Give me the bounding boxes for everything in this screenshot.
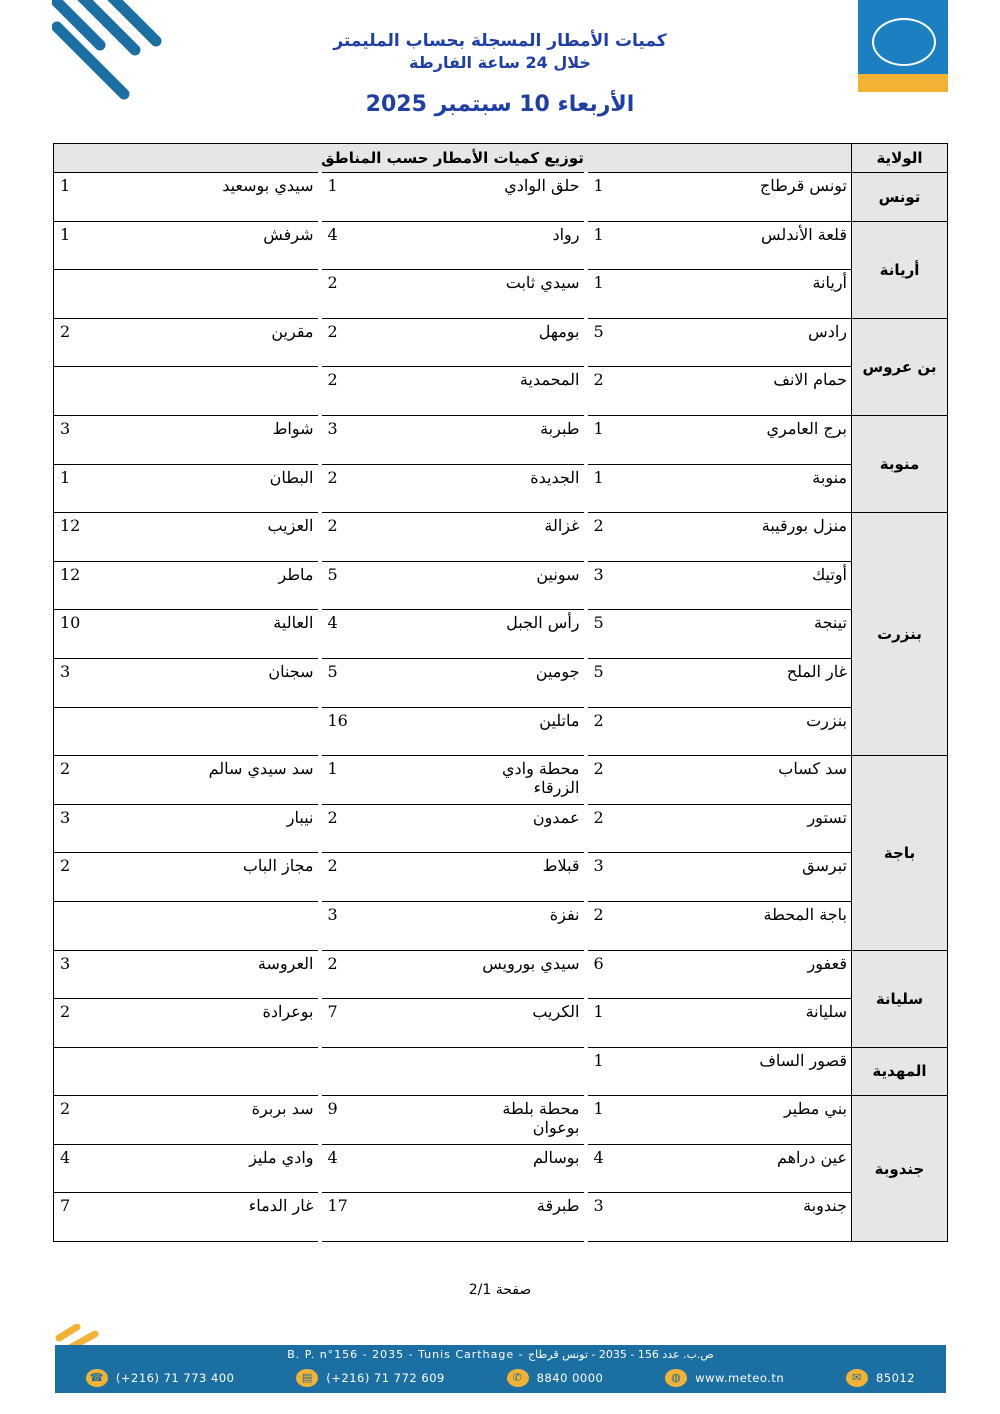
table-header-row — [54, 144, 948, 173]
rainfall-value: 3 — [54, 415, 187, 464]
governorate-header: الولاية — [852, 144, 948, 173]
station-name: الكريب — [453, 999, 586, 1048]
table-row — [54, 173, 948, 222]
rainfall-value: 1 — [320, 173, 453, 222]
rainfall-value: 1 — [586, 1047, 719, 1096]
rainfall-value: 2 — [586, 804, 719, 853]
rainfall-value: 1 — [586, 464, 719, 513]
rainfall-value — [54, 270, 187, 319]
station-name: بنزرت — [719, 707, 852, 756]
rainfall-value: 2 — [320, 270, 453, 319]
footer-contacts — [55, 1367, 946, 1389]
station-name: تونس قرطاج — [719, 173, 852, 222]
governorate-cell: تونس — [852, 173, 948, 222]
station-name: ماتلين — [453, 707, 586, 756]
station-name: أوتيك — [719, 561, 852, 610]
rainfall-value — [320, 1047, 453, 1096]
table-row — [54, 901, 948, 950]
table-row — [54, 415, 948, 464]
station-name: رواد — [453, 221, 586, 270]
rainfall-value — [54, 367, 187, 416]
governorate-cell: بن عروس — [852, 318, 948, 415]
station-name: سد سيدي سالم — [187, 756, 320, 805]
station-name: بوعرادة — [187, 999, 320, 1048]
station-name: باجة المحطة — [719, 901, 852, 950]
station-name: مجاز الباب — [187, 853, 320, 902]
rainfall-value: 4 — [320, 1144, 453, 1193]
station-name: وادي مليز — [187, 1144, 320, 1193]
rainfall-value: 2 — [320, 513, 453, 562]
station-name: عين دراهم — [719, 1144, 852, 1193]
rainfall-value — [54, 1047, 187, 1096]
station-name: شرفش — [187, 221, 320, 270]
governorate-cell: أريانة — [852, 221, 948, 318]
rainfall-value: 2 — [54, 318, 187, 367]
sms-number: 85012 — [875, 1371, 916, 1385]
rainfall-value: 3 — [586, 853, 719, 902]
sms-icon: ✉ — [846, 1369, 868, 1387]
station-name: ماطر — [187, 561, 320, 610]
station-name: عمدون — [453, 804, 586, 853]
station-name: نفزة — [453, 901, 586, 950]
rainfall-value: 1 — [586, 221, 719, 270]
globe-icon: ◍ — [665, 1369, 687, 1387]
station-name: مقرين — [187, 318, 320, 367]
station-name: سيدي بوسعيد — [187, 173, 320, 222]
rainfall-value: 2 — [586, 901, 719, 950]
logo-ring — [872, 18, 936, 66]
hotline-icon: ✆ — [507, 1369, 529, 1387]
rainfall-value: 3 — [586, 561, 719, 610]
table-row — [54, 1047, 948, 1096]
rainfall-value: 2 — [586, 513, 719, 562]
rainfall-value: 2 — [320, 950, 453, 999]
station-name: العزيب — [187, 513, 320, 562]
station-name — [187, 707, 320, 756]
rainfall-value: 17 — [320, 1193, 453, 1242]
table-row — [54, 804, 948, 853]
rainfall-value: 2 — [586, 367, 719, 416]
station-name: سيدي بورويس — [453, 950, 586, 999]
report-title — [250, 30, 750, 74]
table-row — [54, 999, 948, 1048]
rainfall-value: 4 — [320, 610, 453, 659]
table-row — [54, 318, 948, 367]
rainfall-value: 2 — [320, 464, 453, 513]
footer-address: B. P. n°156 - 2035 - Tunis Carthage - ص.ب. عدد 156 - 2035 - تونس قرطاج — [287, 1348, 714, 1361]
rainfall-value: 5 — [586, 318, 719, 367]
table-row — [54, 658, 948, 707]
governorate-cell: منوبة — [852, 415, 948, 512]
station-name: جندوبة — [719, 1193, 852, 1242]
station-name — [187, 1047, 320, 1096]
rainfall-value: 1 — [54, 221, 187, 270]
rainfall-value: 2 — [586, 756, 719, 805]
rainfall-value: 7 — [320, 999, 453, 1048]
station-name: نيبار — [187, 804, 320, 853]
station-name: سيدي ثابت — [453, 270, 586, 319]
table-row — [54, 464, 948, 513]
phone-icon: ☎ — [86, 1369, 108, 1387]
station-name: حمام الانف — [719, 367, 852, 416]
website-link[interactable]: www.meteo.tn — [695, 1371, 785, 1385]
table-row — [54, 513, 948, 562]
phone-2: (+216) 71 772 609 — [326, 1371, 445, 1385]
table-row — [54, 367, 948, 416]
table-row — [54, 221, 948, 270]
station-name: منوبة — [719, 464, 852, 513]
station-name: الجديدة — [453, 464, 586, 513]
phone-1: (+216) 71 773 400 — [115, 1371, 235, 1385]
rainfall-value: 1 — [586, 173, 719, 222]
station-name — [187, 901, 320, 950]
station-name: محطة بلطة بوعوان — [453, 1096, 586, 1145]
rainfall-value: 3 — [54, 804, 187, 853]
station-name: رأس الجبل — [453, 610, 586, 659]
station-name: سد بربرة — [187, 1096, 320, 1145]
station-name — [187, 270, 320, 319]
governorate-cell: بنزرت — [852, 513, 948, 756]
station-name — [453, 1047, 586, 1096]
rainfall-value: 4 — [320, 221, 453, 270]
logo-bar — [858, 74, 948, 92]
rainfall-value: 3 — [54, 950, 187, 999]
station-name: بوسالم — [453, 1144, 586, 1193]
rainfall-value: 12 — [54, 513, 187, 562]
table-row — [54, 1144, 948, 1193]
rainfall-value: 2 — [54, 999, 187, 1048]
rainfall-value: 16 — [320, 707, 453, 756]
station-name: أريانة — [719, 270, 852, 319]
rainfall-value: 3 — [586, 1193, 719, 1242]
table-row — [54, 1193, 948, 1242]
rainfall-value: 5 — [586, 610, 719, 659]
station-name: تبرسق — [719, 853, 852, 902]
station-name: قعفور — [719, 950, 852, 999]
rainfall-value: 1 — [586, 1096, 719, 1145]
rainfall-value: 2 — [320, 804, 453, 853]
station-name: قصور الساف — [719, 1047, 852, 1096]
table-row — [54, 707, 948, 756]
rainfall-value: 3 — [320, 415, 453, 464]
station-name: محطة وادي الزرقاء — [453, 756, 586, 805]
rainfall-value: 1 — [586, 270, 719, 319]
phone-3: 8840 0000 — [536, 1371, 604, 1385]
station-name: جومين — [453, 658, 586, 707]
station-name: سجنان — [187, 658, 320, 707]
rainfall-value: 1 — [586, 999, 719, 1048]
governorate-cell: المهدية — [852, 1047, 948, 1096]
institute-logo — [858, 0, 948, 92]
station-name: تستور — [719, 804, 852, 853]
rainfall-table — [53, 143, 948, 1242]
governorate-cell: باجة — [852, 756, 948, 950]
fax-icon: ▤ — [296, 1369, 318, 1387]
station-name: شواط — [187, 415, 320, 464]
table-row — [54, 1096, 948, 1145]
station-name: سليانة — [719, 999, 852, 1048]
rainfall-value: 4 — [586, 1144, 719, 1193]
station-name: غار الدماء — [187, 1193, 320, 1242]
title-line-1: كميات الأمطار المسجلة بحساب المليمتر — [333, 31, 667, 51]
rainfall-value: 1 — [54, 464, 187, 513]
station-name: تينجة — [719, 610, 852, 659]
rainfall-value: 12 — [54, 561, 187, 610]
rainfall-value: 1 — [320, 756, 453, 805]
station-name: العروسة — [187, 950, 320, 999]
station-name: قبلاط — [453, 853, 586, 902]
table-row — [54, 610, 948, 659]
table-row — [54, 950, 948, 999]
station-name: غار الملح — [719, 658, 852, 707]
rainfall-value: 7 — [54, 1193, 187, 1242]
station-name: سونين — [453, 561, 586, 610]
station-name: رادس — [719, 318, 852, 367]
rainfall-value: 2 — [54, 756, 187, 805]
rainfall-value — [54, 901, 187, 950]
rainfall-value: 2 — [320, 367, 453, 416]
rainfall-value — [54, 707, 187, 756]
title-line-2: خلال 24 ساعة الفارطة — [409, 53, 591, 72]
rainfall-value: 3 — [54, 658, 187, 707]
rainfall-value: 10 — [54, 610, 187, 659]
rainfall-value: 9 — [320, 1096, 453, 1145]
table-row — [54, 270, 948, 319]
rainfall-value: 3 — [320, 901, 453, 950]
station-name: منزل بورقيبة — [719, 513, 852, 562]
rainfall-value: 4 — [54, 1144, 187, 1193]
rainfall-value: 2 — [320, 853, 453, 902]
rainfall-value: 5 — [586, 658, 719, 707]
rainfall-value: 5 — [320, 561, 453, 610]
rainfall-value: 2 — [586, 707, 719, 756]
station-name: طبرقة — [453, 1193, 586, 1242]
governorate-cell: جندوبة — [852, 1096, 948, 1242]
distribution-header: توزيع كميات الأمطار حسب المناطق — [54, 144, 852, 173]
station-name: برج العامري — [719, 415, 852, 464]
station-name: بني مطير — [719, 1096, 852, 1145]
rainfall-value: 5 — [320, 658, 453, 707]
table-body — [54, 173, 948, 1242]
station-name: بومهل — [453, 318, 586, 367]
footer-bar — [55, 1345, 946, 1393]
table-row — [54, 561, 948, 610]
station-name: طبربة — [453, 415, 586, 464]
decorative-stripes-logo — [52, 0, 162, 100]
rainfall-value: 1 — [586, 415, 719, 464]
station-name: سد كساب — [719, 756, 852, 805]
station-name: العالية — [187, 610, 320, 659]
table-row — [54, 756, 948, 805]
station-name: حلق الوادي — [453, 173, 586, 222]
rainfall-value: 2 — [54, 1096, 187, 1145]
station-name — [187, 367, 320, 416]
page-number: صفحة 2/1 — [468, 1282, 532, 1298]
governorate-cell: سليانة — [852, 950, 948, 1047]
station-name: قلعة الأندلس — [719, 221, 852, 270]
report-date: الأربعاء 10 سبتمبر 2025 — [365, 92, 635, 117]
rainfall-value: 6 — [586, 950, 719, 999]
station-name: غزالة — [453, 513, 586, 562]
rainfall-value: 2 — [54, 853, 187, 902]
table-row — [54, 853, 948, 902]
rainfall-value: 2 — [320, 318, 453, 367]
station-name: البطان — [187, 464, 320, 513]
rainfall-value: 1 — [54, 173, 187, 222]
station-name: المحمدية — [453, 367, 586, 416]
